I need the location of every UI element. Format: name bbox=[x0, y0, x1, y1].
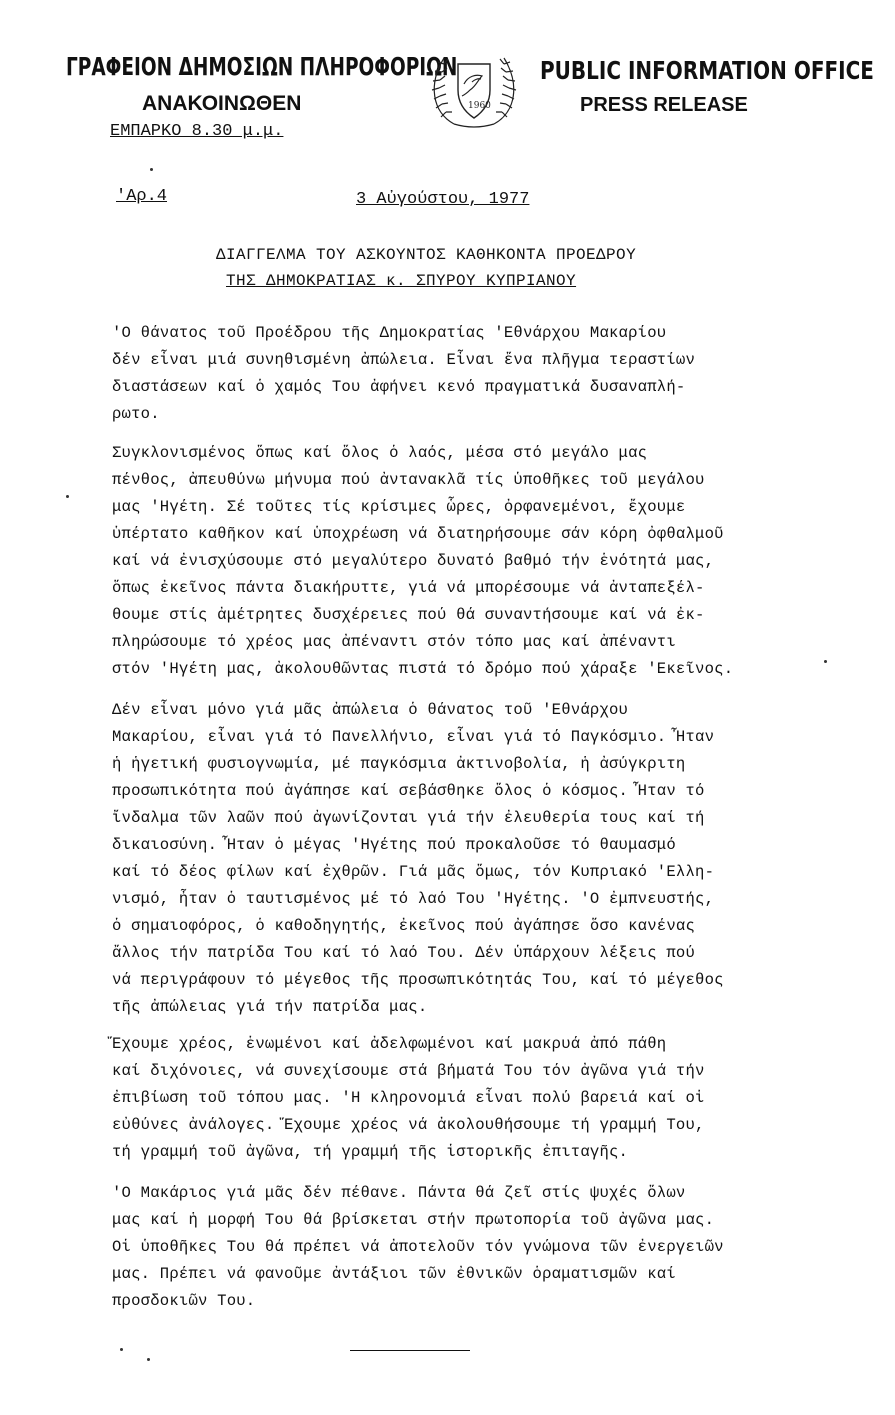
text-line: δέν εἶναι μιά συνηθισμένη ἀπώλεια. Εἶναι ἕνα πλῆγμα τεραστίων bbox=[112, 351, 696, 369]
text-line: ρωτο. bbox=[112, 405, 160, 423]
text-line: καί τό δέος φίλων καί ἐχθρῶν. Γιά μᾶς ὅμως, τόν Κυπριακό 'Ελλη- bbox=[112, 863, 715, 881]
text-line: πένθος, ἀπευθύνω μήνυμα πού ἀντανακλᾶ τίς ὑποθῆκες τοῦ μεγάλου bbox=[112, 471, 705, 489]
text-line: θουμε στίς ἀμέτρητες δυσχέρειες πού θά συναντήσουμε καί νά ἐκ- bbox=[112, 606, 705, 624]
text-line: νισμό, ἦταν ὁ ταυτισμένος μέ τό λαό Του 'Ηγέτης. 'Ο ἐμπνευστής, bbox=[112, 890, 715, 908]
text-line: μας 'Ηγέτη. Σέ τοῦτες τίς κρίσιμες ὧρες, ὀρφανεμένοι, ἔχουμε bbox=[112, 498, 686, 516]
text-line: ἡ ἡγετική φυσιογνωμία, μέ παγκόσμια ἀκτινοβολία, ἡ ἀσύγκριτη bbox=[112, 755, 686, 773]
end-of-document-rule bbox=[350, 1350, 470, 1351]
reference-number: 'Αρ.4 bbox=[116, 187, 168, 206]
text-line: καί διχόνοιες, νά συνεχίσουμε στά βήματά Του τόν ἀγῶνα γιά τήν bbox=[112, 1062, 705, 1080]
text-line: ὑπέρτατο καθῆκον καί ὑποχρέωση νά διατηρήσουμε σάν κόρη ὀφθαλμοῦ bbox=[112, 525, 724, 543]
text-line: 'Ο Μακάριος γιά μᾶς δέν πέθανε. Πάντα θά ζεῖ στίς ψυχές ὅλων bbox=[112, 1184, 686, 1202]
text-line: τῆς ἀπώλειας γιά τήν πατρίδα μας. bbox=[112, 998, 428, 1016]
text-line: ὁ σημαιοφόρος, ὁ καθοδηγητής, ἐκεῖνος πού ἀγάπησε ὅσο κανένας bbox=[112, 917, 696, 935]
release-label-greek: ΑΝΑΚΟΙΝΩΘΕΝ bbox=[142, 92, 302, 115]
paragraph-5 bbox=[112, 1180, 832, 1315]
text-line: μας. Πρέπει νά φανοῦμε ἀντάξιοι τῶν ἐθνικῶν ὁραματισμῶν καί bbox=[112, 1265, 676, 1283]
text-line: προσωπικότητα πού ἀγάπησε καί σεβάσθηκε ὅλος ὁ κόσμος. Ἦταν τό bbox=[112, 782, 705, 800]
scan-speck bbox=[150, 168, 153, 171]
text-line: πληρώσουμε τό χρέος μας ἀπέναντι στόν τόπο μας καί ἀπέναντι bbox=[112, 633, 676, 651]
paragraph-4 bbox=[112, 1031, 832, 1166]
text-line: εὐθύνες ἀνάλογες. Ἔχουμε χρέος νά ἀκολουθήσουμε τή γραμμή Του, bbox=[112, 1116, 705, 1134]
paragraph-3 bbox=[112, 697, 832, 1021]
release-date: 3 Αὐγούστου, 1977 bbox=[356, 190, 530, 209]
text-line: ἴνδαλμα τῶν λαῶν πού ἀγωνίζονται γιά τήν ἐλευθερία τους καί τή bbox=[112, 809, 705, 827]
document-title-line-2: ΤΗΣ ΔΗΜΟΚΡΑΤΙΑΣ κ. ΣΠΥΡΟΥ ΚΥΠΡΙΑΝΟΥ bbox=[226, 272, 577, 290]
text-line: Μακαρίου, εἶναι γιά τό Πανελλήνιο, εἶναι γιά τό Παγκόσμιο. Ἦταν bbox=[112, 728, 715, 746]
cyprus-coat-of-arms-icon bbox=[424, 50, 524, 132]
scan-speck bbox=[66, 495, 69, 498]
text-line: καί νά ἐνισχύσουμε στό μεγαλύτερο δυνατό βαθμό τήν ἑνότητά μας, bbox=[112, 552, 715, 570]
scan-speck bbox=[824, 660, 827, 663]
embargo-notice: ΕΜΠΑΡΚΟ 8.30 μ.μ. bbox=[110, 122, 284, 141]
text-line: Δέν εἶναι μόνο γιά μᾶς ἀπώλεια ὁ θάνατος τοῦ 'Εθνάρχου bbox=[112, 701, 629, 719]
text-line: Συγκλονισμένος ὅπως καί ὅλος ὁ λαός, μέσα στό μεγάλο μας bbox=[112, 444, 648, 462]
document-title-line-1: ΔΙΑΓΓΕΛΜΑ ΤΟΥ ΑΣΚΟΥΝΤΟΣ ΚΑΘΗΚΟΝΤΑ ΠΡΟΕΔΡΟΥ bbox=[216, 246, 637, 264]
svg-text:1960: 1960 bbox=[468, 101, 491, 111]
office-name-greek: ΓΡΑΦΕΙΟΝ ΔΗΜΟΣΙΩΝ ΠΛΗΡΟΦΟΡΙΩΝ bbox=[66, 52, 458, 81]
text-line: στόν 'Ηγέτη μας, ἀκολουθῶντας πιστά τό δρόμο πού χάραξε 'Εκεῖνος. bbox=[112, 660, 734, 678]
text-line: προσδοκιῶν Του. bbox=[112, 1292, 256, 1310]
scan-speck bbox=[120, 1348, 123, 1351]
text-line: Ἔχουμε χρέος, ἑνωμένοι καί ἀδελφωμένοι καί μακρυά ἀπό πάθη bbox=[112, 1035, 667, 1053]
text-line: μας καί ἡ μορφή Του θά βρίσκεται στήν πρωτοπορία τοῦ ἀγῶνα μας. bbox=[112, 1211, 715, 1229]
release-label-english: PRESS RELEASE bbox=[580, 94, 748, 116]
text-line: Οἱ ὑποθῆκες Του θά πρέπει νά ἀποτελοῦν τόν γνώμονα τῶν ἐνεργειῶν bbox=[112, 1238, 724, 1256]
paragraph-1 bbox=[112, 320, 832, 428]
text-line: ἐπιβίωση τοῦ τόπου μας. 'Η κληρονομιά εἶναι πολύ βαρειά καί οἱ bbox=[112, 1089, 705, 1107]
scan-speck bbox=[147, 1358, 150, 1361]
text-line: διαστάσεων καί ὁ χαμός Του ἀφήνει κενό πραγματικά δυσαναπλή- bbox=[112, 378, 686, 396]
text-line: 'Ο θάνατος τοῦ Προέδρου τῆς Δημοκρατίας 'Εθνάρχου Μακαρίου bbox=[112, 324, 667, 342]
text-line: ὅπως ἐκεῖνος πάντα διακήρυττε, γιά νά μπορέσουμε νά ἀνταπεξέλ- bbox=[112, 579, 705, 597]
text-line: δικαιοσύνη. Ἦταν ὁ μέγας 'Ηγέτης πού προκαλοῦσε τό θαυμασμό bbox=[112, 836, 676, 854]
text-line: νά περιγράφουν τό μέγεθος τῆς προσωπικότητάς Του, καί τό μέγεθος bbox=[112, 971, 724, 989]
office-name-english: PUBLIC INFORMATION OFFICE bbox=[540, 56, 874, 85]
text-line: τή γραμμή τοῦ ἀγῶνα, τή γραμμή τῆς ἱστορικῆς ἐπιταγῆς. bbox=[112, 1143, 629, 1161]
text-line: ἄλλος τήν πατρίδα Του καί τό λαό Του. Δέν ὑπάρχουν λέξεις πού bbox=[112, 944, 696, 962]
paragraph-2 bbox=[112, 440, 832, 683]
